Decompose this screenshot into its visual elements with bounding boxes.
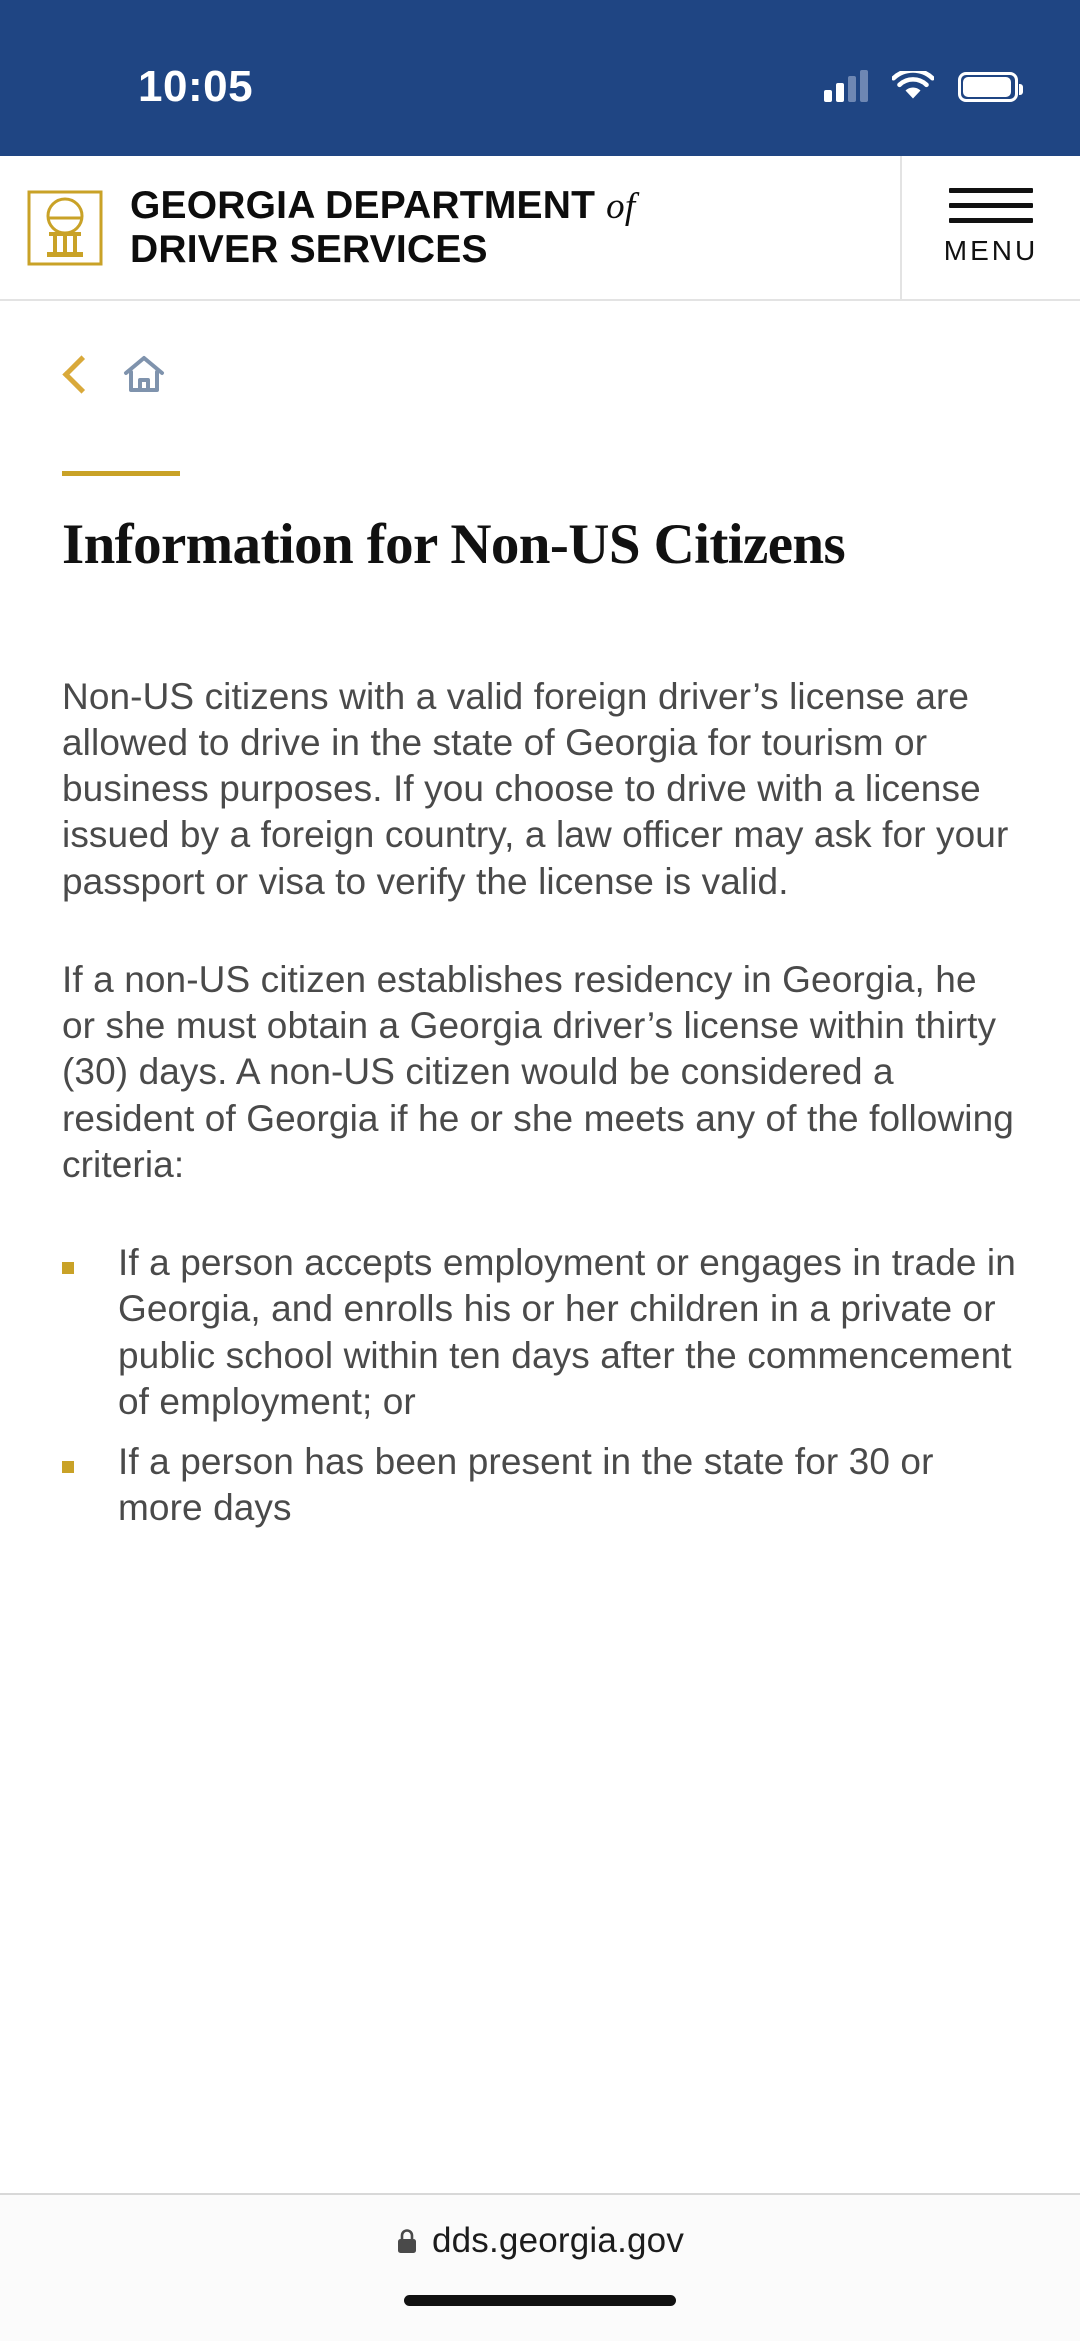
home-icon[interactable] [121,351,167,397]
georgia-dds-seal-logo[interactable] [0,188,130,268]
page-title: Information for Non-US Citizens [62,513,846,576]
bullet-square-icon [62,1262,74,1274]
paragraph-2: If a non-US citizen establishes residency in Georgia, he or she must obtain a Georgia driver’s license within thirty (30) days. A non-US citizen would be considered a resident of Georgia if he or she meets any of the following criteria: [62,958,1014,1185]
bullet-square-icon [62,1461,74,1473]
list-item [62,1240,1018,1425]
home-indicator[interactable] [404,2295,676,2306]
menu-button[interactable] [900,155,1080,300]
status-icons [824,71,1018,103]
menu-button-label: MENU [943,235,1039,266]
paragraph-1: Non-US citizens with a valid foreign driver’s license are allowed to drive in the state of Georgia for tourism or business purposes. If you choose to drive with a license issued by a foreign country, a law officer may ask for your passport or visa to verify the license is valid. [62,675,1009,902]
url-text: dds.georgia.gov [431,2221,685,2260]
list-item-text: If a person has been present in the state for 30 or more days [118,1441,934,1529]
status-time: 10:05 [138,62,254,111]
status-bar [0,0,1080,156]
battery-icon [958,72,1018,102]
lock-icon [396,2227,418,2255]
page-content [0,301,1080,1532]
site-title-of: of [606,185,636,227]
site-header [0,156,1080,301]
site-title[interactable] [130,184,900,271]
cellular-signal-icon [824,72,868,102]
wifi-icon [892,71,934,103]
list-item-text: If a person accepts employment or engages in trade in Georgia, and enrolls his or her children in a private or public school within ten days after the commencement of employment; or [118,1242,1016,1422]
breadcrumb [62,301,1018,429]
article-body [62,674,1018,1532]
site-title-line1: GEORGIA DEPARTMENT [130,183,596,227]
criteria-list [62,1240,1018,1532]
site-title-line2: DRIVER SERVICES [130,227,488,271]
chevron-left-icon[interactable] [62,355,100,393]
hamburger-icon [949,188,1033,223]
list-item [62,1439,1018,1532]
url-bar[interactable] [396,2221,684,2261]
title-accent-rule [62,471,180,476]
browser-bottom-bar [0,2193,1080,2341]
